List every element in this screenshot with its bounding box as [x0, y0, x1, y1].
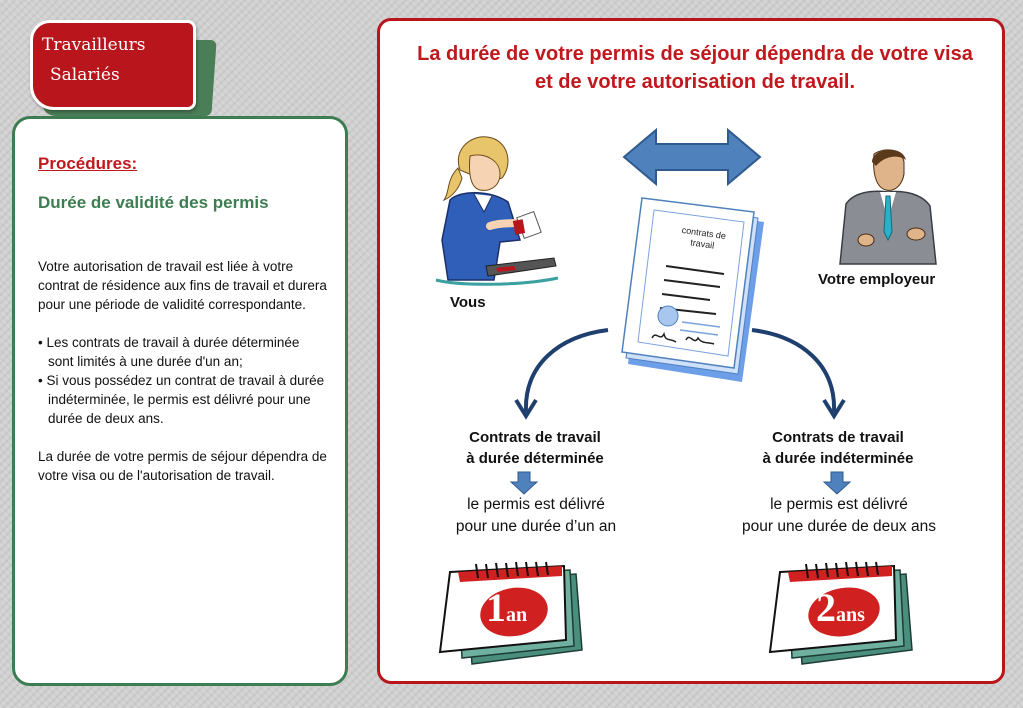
bullet-fixed-term: • Les contrats de travail à durée déterminée sont limités à une durée d'un an; — [38, 335, 300, 369]
procedures-heading: Procédures: — [38, 154, 138, 173]
indefinite-term-description — [718, 494, 960, 538]
header-tag-text — [42, 30, 162, 90]
down-arrow-icon — [823, 471, 851, 495]
intro-paragraph: Votre autorisation de travail est liée à votre contrat de résidence aux fins de travail et durera pour une période de validité correspondante. — [38, 259, 327, 312]
down-arrow-icon — [510, 471, 538, 495]
fixed-title-line1: Contrats de travail — [469, 429, 601, 446]
you-label: Vous — [450, 294, 486, 311]
fixed-desc-line2: pour une durée d’un an — [455, 518, 617, 535]
indef-title-line2: à durée indéterminée — [762, 450, 914, 467]
header-tag-line1: Travailleurs — [42, 35, 146, 55]
fixed-term-description — [420, 494, 652, 538]
calendar-one-year-label — [486, 584, 527, 631]
branch-arrows — [500, 320, 860, 430]
calendar-two-number: 2 — [816, 585, 836, 630]
diagram-title: La durée de votre permis de séjour dépendra de votre visa et de votre autorisation de travail. — [417, 43, 973, 93]
header-tag-line2: Salariés — [50, 65, 120, 85]
fixed-desc-line1: le permis est délivré — [467, 496, 605, 513]
calendar-one-unit: an — [506, 604, 528, 626]
fixed-title-line2: à durée déterminée — [466, 450, 604, 467]
calendar-one-number: 1 — [486, 585, 506, 630]
indef-desc-line2: pour une durée de deux ans — [742, 518, 936, 535]
double-arrow-icon — [622, 126, 762, 188]
procedures-body — [38, 257, 328, 485]
indefinite-term-title — [728, 427, 948, 469]
validity-subheading: Durée de validité des permis — [38, 193, 269, 212]
businessman-illustration — [832, 144, 942, 268]
indef-title-line1: Contrats de travail — [772, 429, 904, 446]
closing-paragraph: La durée de votre permis de séjour dépendra de votre visa ou de l'autorisation de travail. — [38, 449, 327, 483]
indef-desc-line1: le permis est délivré — [770, 496, 908, 513]
woman-illustration — [430, 130, 560, 290]
calendar-two-years-label — [816, 584, 865, 631]
bullet-indefinite: • Si vous possédez un contrat de travail à durée indéterminée, le permis est délivré pour une durée de deux ans. — [38, 373, 325, 426]
calendar-two-unit: ans — [836, 604, 865, 626]
contract-document-text: contrats de travail — [681, 225, 727, 251]
fixed-term-title — [430, 427, 640, 469]
employer-label: Votre employeur — [818, 271, 936, 288]
